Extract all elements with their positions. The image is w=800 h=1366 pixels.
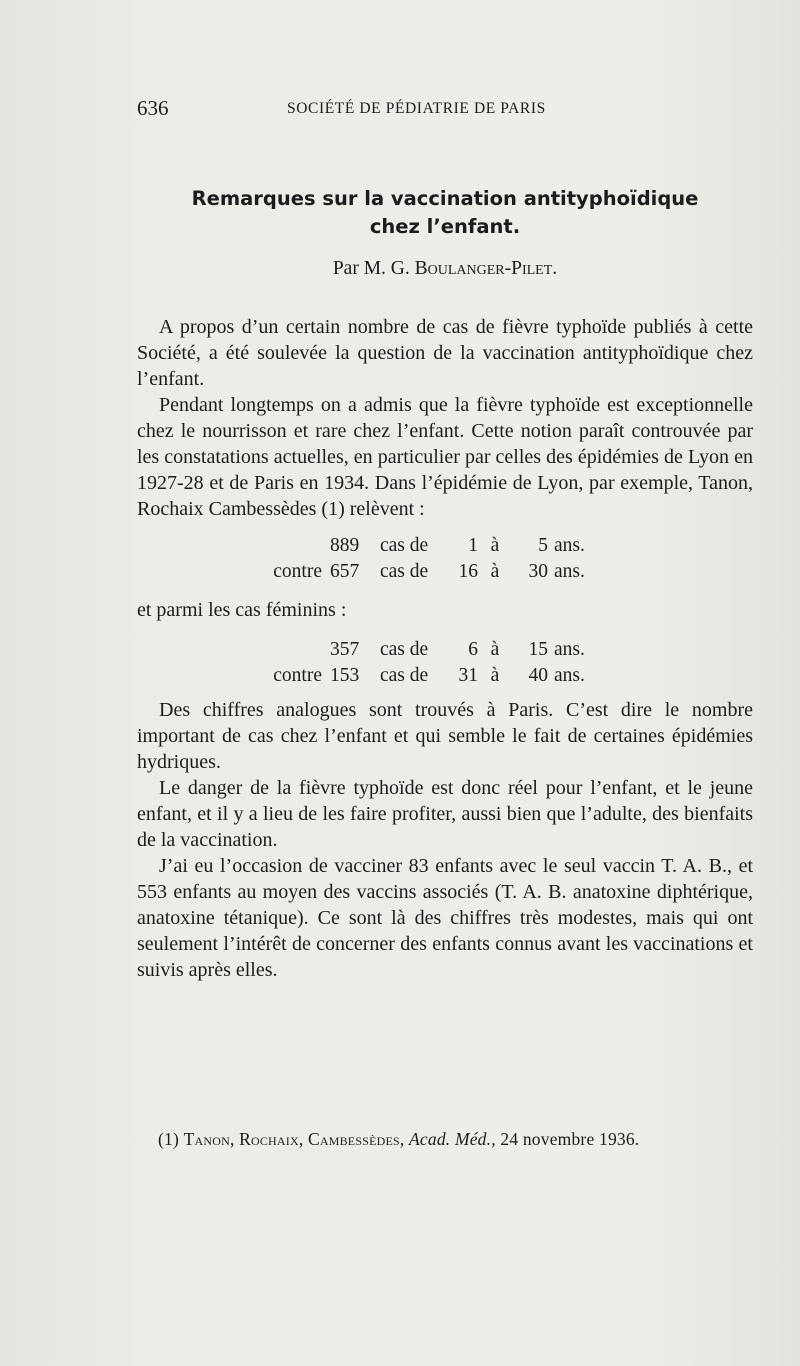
stat-from: 1 bbox=[468, 535, 478, 556]
stats-female bbox=[137, 637, 753, 689]
stat-to: 40 bbox=[528, 665, 548, 686]
article-title bbox=[137, 185, 753, 241]
footnote-date: 24 novembre 1936. bbox=[500, 1129, 640, 1149]
stat-prefix bbox=[137, 637, 330, 663]
stat-row bbox=[137, 559, 753, 585]
stat-row bbox=[137, 637, 753, 663]
title-line-2: chez l’enfant. bbox=[369, 215, 521, 238]
page-number: 636 bbox=[137, 96, 169, 120]
stat-unit: ans. bbox=[554, 561, 585, 582]
stat-from: 6 bbox=[468, 639, 478, 660]
footnote-authors: Tanon, Rochaix, Cambessèdes, bbox=[183, 1129, 405, 1149]
stat-count: 357 bbox=[330, 639, 360, 660]
stat-a: à bbox=[490, 665, 500, 686]
stat-prefix bbox=[137, 533, 330, 559]
footnote-marker: (1) bbox=[158, 1129, 180, 1149]
paragraph-1: A propos d’un certain nombre de cas de fièvre typhoïde publiés à cette Société, a été soulevée la question de la vaccination antityphoïdique chez l’enfant. bbox=[137, 316, 753, 390]
footnote bbox=[158, 1129, 758, 1150]
stat-unit: ans. bbox=[554, 665, 585, 686]
stat-a: à bbox=[490, 561, 500, 582]
stat-cas: cas de bbox=[380, 639, 429, 660]
stat-from: 16 bbox=[458, 561, 478, 582]
stat-unit: ans. bbox=[554, 639, 585, 660]
paragraph-4: Le danger de la fièvre typhoïde est donc réel pour l’enfant, et le jeune enfant, et il y a lieu de les faire profiter, aussi bien que l’adulte, des bienfaits de la vaccination. bbox=[137, 777, 753, 851]
stat-to: 30 bbox=[528, 561, 548, 582]
author-prefix: Par M. G. bbox=[332, 258, 410, 279]
stat-to: 15 bbox=[528, 639, 548, 660]
stat-row bbox=[137, 533, 753, 559]
footnote-journal: Acad. Méd., bbox=[409, 1129, 496, 1149]
stat-prefix: contre bbox=[273, 665, 322, 686]
stats-general bbox=[137, 533, 753, 585]
stat-from: 31 bbox=[458, 665, 478, 686]
stat-cas: cas de bbox=[380, 535, 429, 556]
paragraph-2: Pendant longtemps on a admis que la fièvre typhoïde est exceptionnelle chez le nourrisson et rare chez l’enfant. Cette notion paraît controuvée par les constatations actuelles, en particulier par celles des épidémies de Lyon en 1927-28 et de Paris en 1934. Dans l’épidémie de Lyon, par exemple, Tanon, Rochaix Cambessèdes (1) relèvent : bbox=[137, 394, 753, 520]
stat-prefix: contre bbox=[273, 561, 322, 582]
author-name: Boulanger-Pilet. bbox=[414, 258, 558, 279]
stat-count: 657 bbox=[330, 561, 360, 582]
paragraph-3: Des chiffres analogues sont trouvés à Paris. C’est dire le nombre important de cas chez l’enfant et qui semble le fait de certaines épidémies hydriques. bbox=[137, 699, 753, 773]
stat-cas: cas de bbox=[380, 561, 429, 582]
article-body bbox=[137, 314, 753, 983]
stat-count: 889 bbox=[330, 535, 360, 556]
stat-row bbox=[137, 663, 753, 689]
stat-unit: ans. bbox=[554, 535, 585, 556]
stat-count: 153 bbox=[330, 665, 360, 686]
stat-to: 5 bbox=[538, 535, 548, 556]
title-line-1: Remarques sur la vaccination antityphoïdique bbox=[191, 187, 699, 210]
stat-a: à bbox=[490, 535, 500, 556]
paragraph-female-intro: et parmi les cas féminins : bbox=[137, 599, 347, 621]
paragraph-5: J’ai eu l’occasion de vacciner 83 enfants avec le seul vaccin T. A. B., et 553 enfants au moyen des vaccins associés (T. A. B. anatoxine diphtérique, anatoxine tétanique). Ce sont là des chiffres très modestes, mais qui ont seulement l’intérêt de concerner des enfants connus avant les vaccinations et suivis après elles. bbox=[137, 855, 753, 981]
stat-cas: cas de bbox=[380, 665, 429, 686]
author-line bbox=[137, 258, 753, 280]
running-head: SOCIÉTÉ DE PÉDIATRIE DE PARIS bbox=[287, 100, 546, 117]
stat-a: à bbox=[490, 639, 500, 660]
